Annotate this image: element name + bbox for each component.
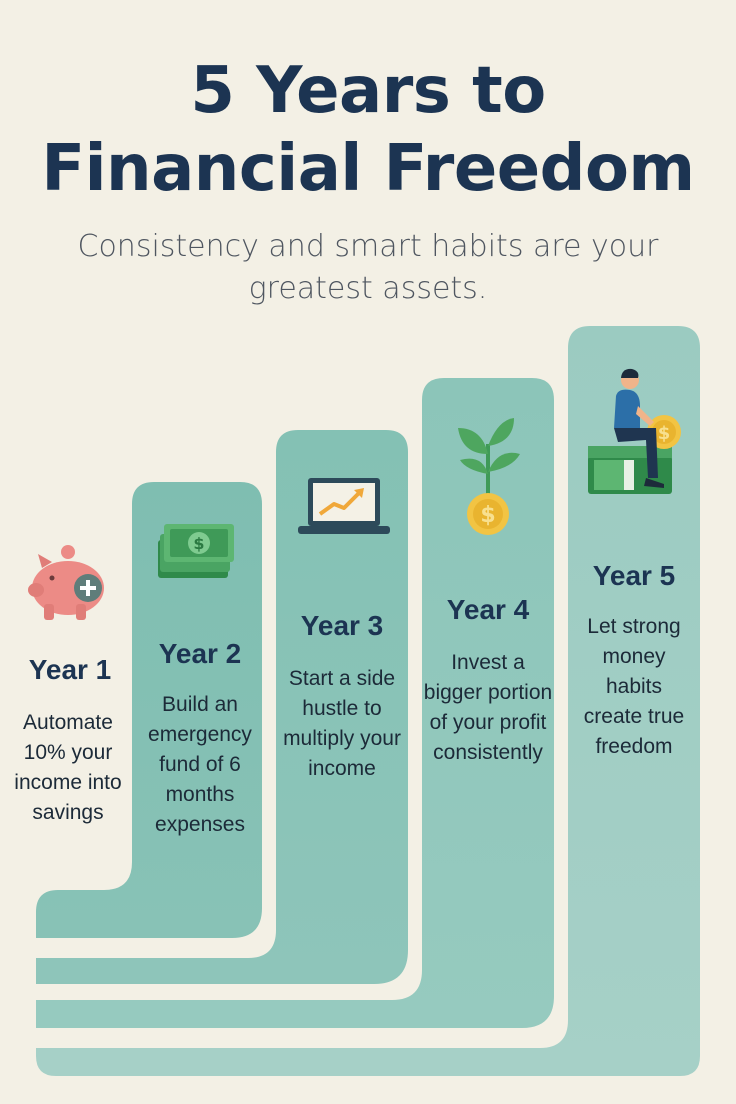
cash-stack-icon: [156, 520, 236, 582]
step-2-description: Build an emergency fund of 6 months expenses: [148, 693, 252, 836]
step-4-description: Invest a bigger portion of your profit consistently: [423, 651, 553, 764]
title-line-1: 5 Years to: [190, 54, 546, 128]
step-5-year: Year 5: [592, 560, 676, 591]
svg-text:$: $: [193, 534, 205, 553]
step-3-year: Year 3: [300, 610, 384, 641]
step-1-description: Automate 10% your income into savings: [14, 711, 122, 824]
piggy-bank-icon: [24, 540, 116, 626]
subtitle: Consistency and smart habits are your greatest assets.: [77, 229, 659, 306]
step-3-description: Start a side hustle to multiply your income: [283, 667, 401, 780]
step-5-description: Let strong money habits create true freedom: [583, 615, 685, 758]
svg-text:$: $: [657, 423, 671, 444]
step-1-year: Year 1: [28, 654, 112, 685]
step-2-year: Year 2: [158, 638, 242, 669]
laptop-growth-icon: [298, 476, 390, 536]
person-on-money-icon: [584, 366, 688, 500]
step-4-year: Year 4: [446, 594, 530, 625]
title-line-2: Financial Freedom: [41, 132, 695, 206]
money-plant-icon: [452, 414, 524, 538]
svg-text:$: $: [480, 503, 496, 528]
